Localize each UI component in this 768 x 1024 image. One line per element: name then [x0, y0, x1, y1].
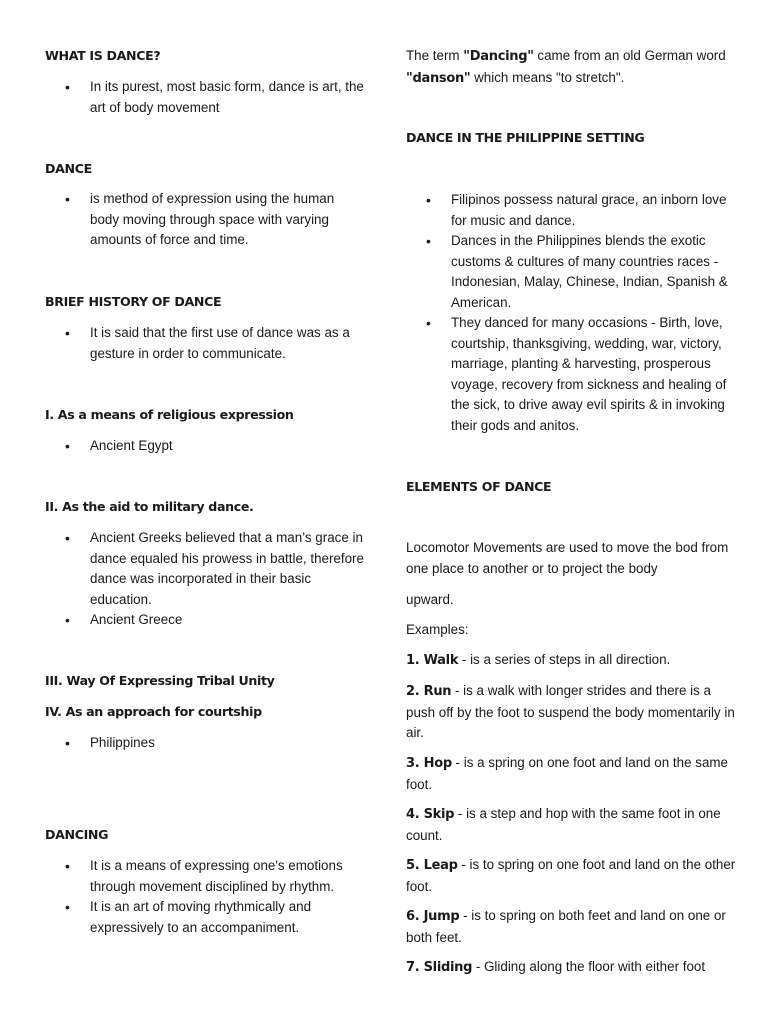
element-walk: 1. Walk - is a series of steps in all direction.	[406, 652, 671, 668]
examples-label: Examples:	[406, 622, 469, 637]
element-run: 2. Run - is a walk with longer strides and there is a push off by the foot to suspend the body momentarily in air.	[406, 683, 735, 740]
heading-elements: ELEMENTS OF DANCE	[406, 479, 552, 494]
term-dancing: "Dancing"	[463, 49, 534, 64]
list-dancing	[45, 856, 365, 938]
list-military	[45, 528, 365, 631]
element-jump: 6. Jump - is to spring on both feet and land on one or both feet.	[406, 908, 726, 945]
term-danson: "danson"	[406, 70, 471, 86]
element-sliding: 7. Sliding - Gliding along the floor with either foot	[406, 959, 706, 975]
locomotor-paragraph: Locomotor Movements are used to move the bod from one place to another or to project the body	[406, 540, 729, 576]
list-what-is-dance	[45, 77, 365, 118]
list-courtship	[45, 733, 365, 754]
heading-tribal: III. Way Of Expressing Tribal Unity	[45, 673, 275, 688]
element-hop: 3. Hop - is a spring on one foot and land on the same foot.	[406, 755, 729, 792]
list-item: • is method of expression using the human body moving through space with varying amounts of force and time.	[45, 189, 365, 251]
element-skip: 4. Skip - is a step and hop with the same foot in one count.	[406, 806, 721, 843]
list-item: • Dances in the Philippines blends the exotic customs & cultures of many countries races - Indonesian, Malay, Chinese, Indian, Spanish & American.	[406, 231, 736, 313]
heading-military: II. As the aid to military dance.	[45, 499, 254, 514]
heading-dance: DANCE	[45, 161, 92, 176]
list-item: • It is an art of moving rhythmically and expressively to an accompaniment.	[45, 897, 365, 938]
list-religious	[45, 436, 365, 457]
intro-paragraph: The term "Dancing" came from an old German word "danson" which means "to stretch".	[406, 48, 726, 86]
list-item: • Filipinos possess natural grace, an inborn love for music and dance.	[406, 190, 736, 231]
list-item: • Ancient Greeks believed that a man’s grace in dance equaled his prowess in battle, therefore dance was incorporated in their basic education.	[45, 528, 365, 610]
list-brief-history	[45, 323, 365, 364]
heading-courtship: IV. As an approach for courtship	[45, 704, 262, 719]
heading-dancing: DANCING	[45, 827, 109, 842]
list-item: • It is said that the first use of dance was as a gesture in order to communicate.	[45, 323, 365, 364]
locomotor-continuation: upward.	[406, 592, 454, 607]
heading-religious: I. As a means of religious expression	[45, 407, 294, 422]
list-item: • They danced for many occasions - Birth, love, courtship, thanksgiving, wedding, war, victory, marriage, planting & harvesting, prosperous voyage, recovery from sickness and healing of the sick, to drive away evil spirits & in invoking their gods and anitos.	[406, 313, 736, 436]
heading-what-is-dance: WHAT IS DANCE?	[45, 48, 161, 63]
heading-brief-history: BRIEF HISTORY OF DANCE	[45, 294, 222, 309]
list-item: • Philippines	[45, 733, 365, 754]
list-item: • In its purest, most basic form, dance is art, the art of body movement	[45, 77, 365, 118]
heading-philippine-setting: DANCE IN THE PHILIPPINE SETTING	[406, 130, 645, 145]
list-item: • It is a means of expressing one's emotions through movement disciplined by rhythm.	[45, 856, 365, 897]
list-philippine	[406, 190, 736, 436]
list-item: • Ancient Greece	[45, 610, 365, 631]
list-dance	[45, 189, 365, 251]
element-leap: 5. Leap - is to spring on one foot and land on the other foot.	[406, 857, 736, 894]
list-item: • Ancient Egypt	[45, 436, 365, 457]
